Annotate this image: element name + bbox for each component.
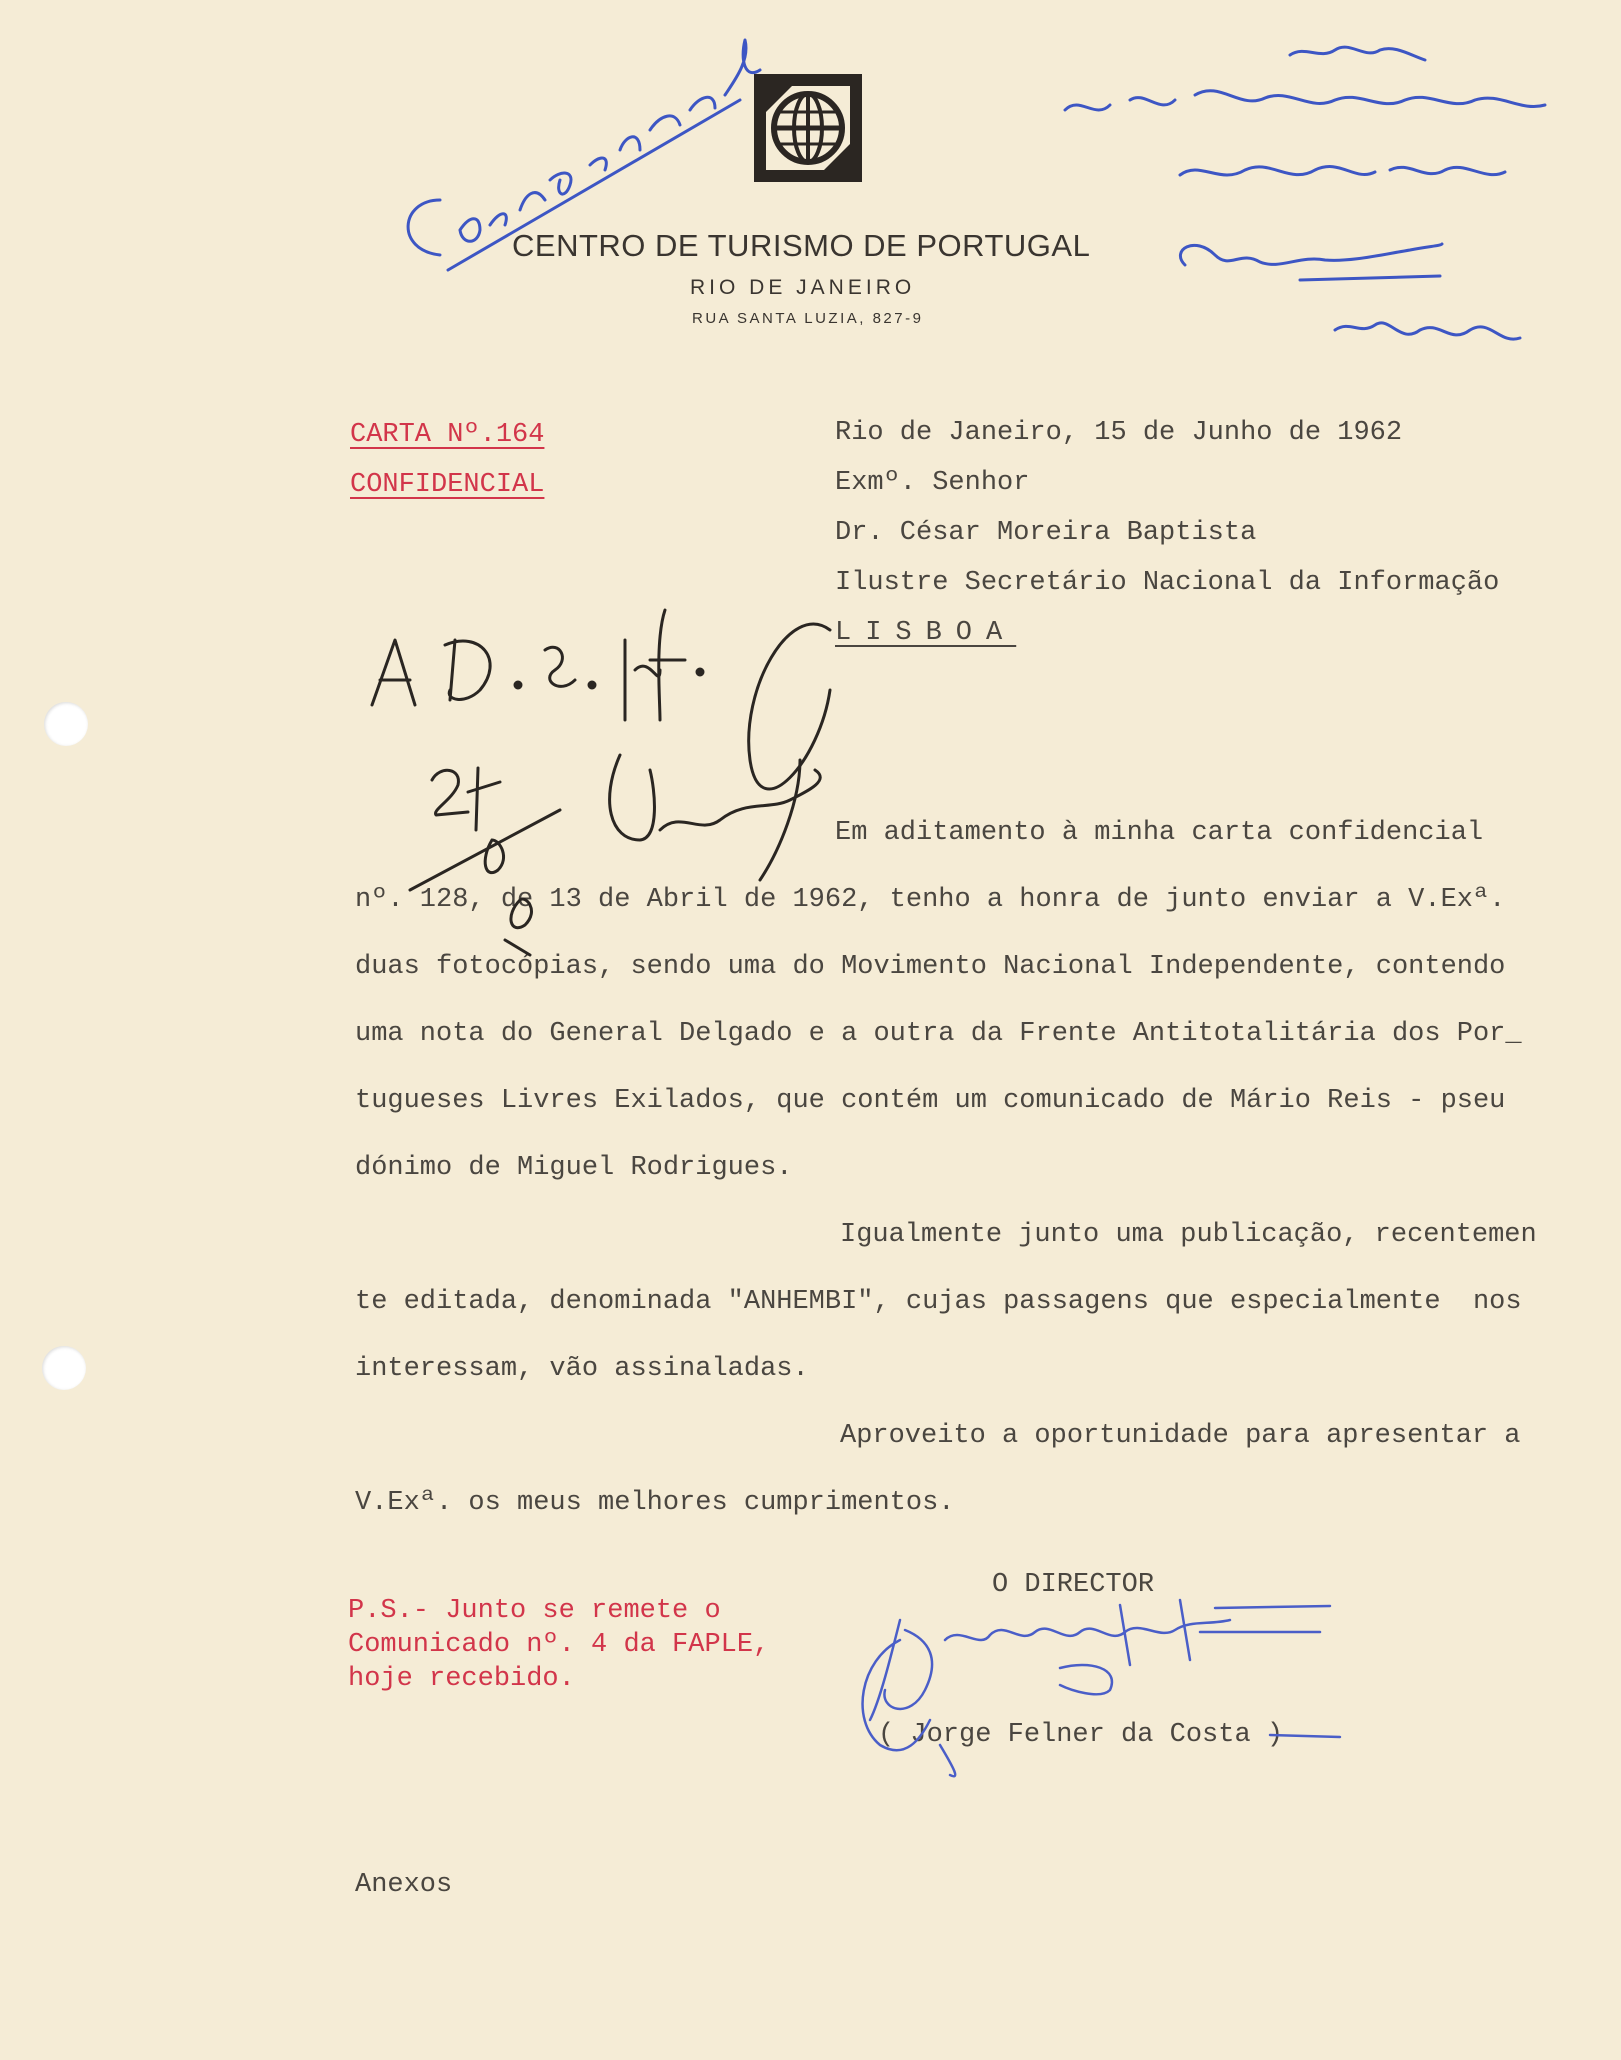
body-line: V.Exª. os meus melhores cumprimentos.: [355, 1488, 955, 1518]
postscript-line: P.S.- Junto se remete o: [348, 1596, 721, 1626]
body-line: Igualmente junto uma publicação, recentemen: [840, 1220, 1537, 1250]
handwritten-flourish: [749, 624, 830, 789]
organization-address: RUA SANTA LUZIA, 827-9: [692, 310, 924, 327]
handwritten-note-line: [1290, 47, 1425, 60]
handwritten-signature: [610, 755, 821, 840]
classification-label: CONFIDENCIAL: [350, 470, 545, 500]
letter-number: CARTA Nº.164: [350, 420, 545, 450]
salutation: Exmº. Senhor: [835, 468, 1030, 498]
body-line: duas fotocópias, sendo uma do Movimento Nacional Independente, contendo: [355, 952, 1506, 982]
signature-title: O DIRECTOR: [992, 1570, 1155, 1600]
body-line: uma nota do General Delgado e a outra da Frente Antitotalitária dos Por_: [355, 1019, 1522, 1049]
body-line: Aproveito a oportunidade para apresentar a: [840, 1421, 1521, 1451]
body-line: Em aditamento à minha carta confidencial: [835, 818, 1484, 848]
date-line: Rio de Janeiro, 15 de Junho de 1962: [835, 418, 1403, 448]
postscript-line: hoje recebido.: [348, 1664, 575, 1694]
body-line: interessam, vão assinaladas.: [355, 1354, 809, 1384]
organization-name: CENTRO DE TURISMO DE PORTUGAL: [512, 228, 1091, 263]
handwritten-note-line: [1180, 167, 1505, 175]
body-line: te editada, denominada "ANHEMBI", cujas passagens que especialmente nos: [355, 1287, 1522, 1317]
punch-hole-bottom: [42, 1346, 86, 1390]
handwritten-confidencial: [408, 40, 760, 255]
handwritten-routing-d: [445, 640, 490, 700]
enclosures-label: Anexos: [355, 1870, 453, 1900]
handwritten-note-line: [1065, 91, 1545, 110]
punch-hole-top: [44, 702, 88, 746]
addressee-title: Ilustre Secretário Nacional da Informação: [835, 568, 1500, 598]
addressee-city: LISBOA: [835, 618, 1017, 648]
body-line: tugueses Livres Exilados, que contém um comunicado de Mário Reis - pseu: [355, 1086, 1506, 1116]
body-line: nº. 128, de 13 de Abril de 1962, tenho a honra de junto enviar a V.Exª.: [355, 885, 1506, 915]
addressee-name: Dr. César Moreira Baptista: [835, 518, 1257, 548]
handwritten-routing-inf: [625, 610, 685, 720]
body-line: dónimo de Miguel Rodrigues.: [355, 1153, 793, 1183]
handwritten-date: [432, 768, 500, 830]
handwritten-routing-a: [372, 640, 415, 705]
signatory-name: ( Jorge Felner da Costa ): [878, 1720, 1284, 1750]
postscript-line: Comunicado nº. 4 da FAPLE,: [348, 1630, 770, 1660]
handwritten-routing-s: [545, 647, 575, 686]
organization-logo: [752, 72, 864, 184]
organization-city: RIO DE JANEIRO: [690, 276, 916, 299]
handwritten-strike: [410, 810, 560, 890]
